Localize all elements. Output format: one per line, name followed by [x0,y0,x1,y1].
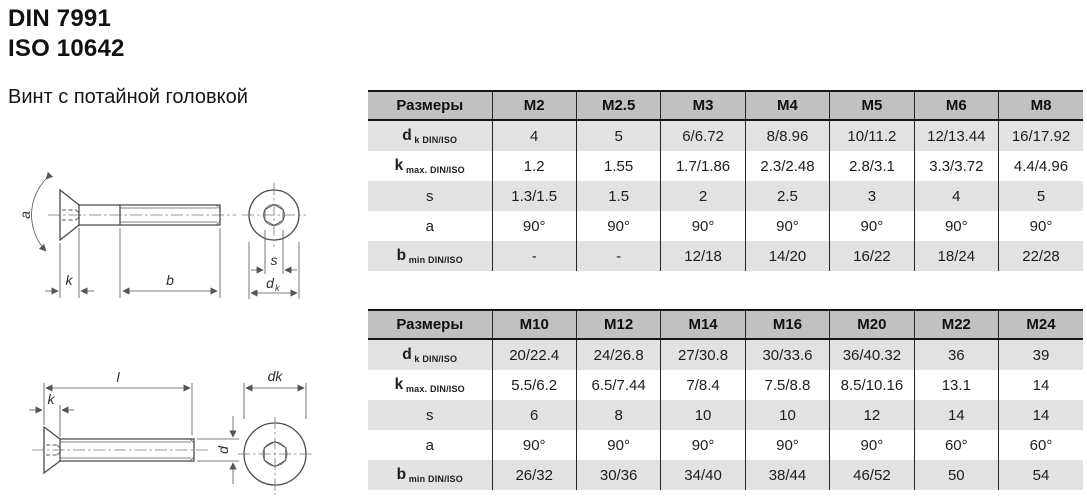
din-standard-title: DIN 7991 [8,5,111,32]
row-label: s [426,406,434,424]
column-header-size: M2.5 [576,91,660,120]
row-label: d $_{k DIN/ISO}$ [402,346,458,364]
head-diameter-dimension-sub: k [275,283,280,293]
head-angle-arc [32,179,46,251]
spec-value-cell: 1.3/1.5 [492,181,576,211]
length-dimension [44,383,192,435]
spec-value-cell: 2.5 [745,181,829,211]
spec-table-small-sizes [368,90,1083,271]
spec-value-cell: 30/36 [576,460,660,490]
row-label: d $_{k DIN/ISO}$ [402,127,458,145]
spec-table-large-sizes [368,309,1083,490]
column-header-size: M14 [661,310,745,339]
head-diameter-dimension-label: d [266,275,274,291]
spec-value-cell: 38/44 [745,460,829,490]
spec-row [368,181,1083,211]
spec-value-cell: 4.4/4.96 [999,151,1083,181]
spec-value-cell: 12 [830,400,914,430]
spec-value-cell: 1.7/1.86 [661,151,745,181]
row-label: a [425,436,434,454]
spec-value-cell: 90° [745,430,829,460]
spec-value-cell: 5.5/6.2 [492,370,576,400]
spec-value-cell: 24/26.8 [576,339,660,370]
spec-value-cell: 90° [492,430,576,460]
spec-value-cell: 36/40.32 [830,339,914,370]
spec-value-cell: 1.5 [576,181,660,211]
spec-row [368,241,1083,271]
spec-row [368,460,1083,490]
spec-value-cell: 4 [914,181,998,211]
column-header-size: M8 [999,91,1083,120]
spec-value-cell: 60° [914,430,998,460]
spec-value-cell: 90° [999,211,1083,241]
spec-value-cell: 26/32 [492,460,576,490]
spec-value-cell: 18/24 [914,241,998,271]
column-header-size: M20 [830,310,914,339]
screw-drawing-partial-thread [2,158,322,310]
spec-value-cell: 3 [830,181,914,211]
spec-value-cell: 3.3/3.72 [914,151,998,181]
row-label: s [426,187,434,205]
row-label: k $_{max. DIN/ISO}$ [394,376,465,394]
spec-value-cell: 5 [999,181,1083,211]
spec-value-cell: 8.5/10.16 [830,370,914,400]
spec-value-cell: 6 [492,400,576,430]
spec-row [368,211,1083,241]
spec-value-cell: 8/8.96 [745,120,829,151]
diameter-dimension-label: d [215,446,231,454]
spec-value-cell: 4 [492,120,576,151]
spec-value-cell: 22/28 [999,241,1083,271]
column-header-size: M16 [745,310,829,339]
spec-value-cell: 10 [661,400,745,430]
head-diameter-dimension-label: dk [267,368,283,384]
spec-value-cell: 36 [914,339,998,370]
column-header-size: M24 [999,310,1083,339]
column-header-dimensions: Размеры [368,91,492,120]
spec-value-cell: 90° [830,430,914,460]
spec-value-cell: 14 [999,400,1083,430]
spec-value-cell: 16/17.92 [999,120,1083,151]
screw-end-view [242,183,306,247]
column-header-size: M6 [914,91,998,120]
spec-row [368,400,1083,430]
spec-value-cell: 14 [999,370,1083,400]
product-name-russian: Винт с потайной головкой [8,86,248,108]
spec-value-cell: 20/22.4 [492,339,576,370]
spec-value-cell: 6.5/7.44 [576,370,660,400]
thread-length-dimension-label: b [166,272,174,288]
spec-value-cell: 7/8.4 [661,370,745,400]
socket-width-dimension-label: s [270,252,278,268]
spec-row [368,370,1083,400]
spec-value-cell: 8 [576,400,660,430]
spec-value-cell: 90° [914,211,998,241]
spec-value-cell: 2.8/3.1 [830,151,914,181]
spec-value-cell: 7.5/8.8 [745,370,829,400]
spec-value-cell: 90° [576,430,660,460]
spec-value-cell: 46/52 [830,460,914,490]
head-height-dimension-label: k [47,391,55,407]
spec-value-cell: 90° [745,211,829,241]
spec-value-cell: 10/11.2 [830,120,914,151]
spec-value-cell: 27/30.8 [661,339,745,370]
spec-value-cell: 10 [745,400,829,430]
spec-value-cell: - [576,241,660,271]
head-diameter-dimension [244,383,306,419]
spec-value-cell: 90° [661,211,745,241]
column-header-size: M10 [492,310,576,339]
spec-value-cell: 90° [576,211,660,241]
spec-value-cell: 1.55 [576,151,660,181]
spec-value-cell: 12/18 [661,241,745,271]
column-header-size: M4 [745,91,829,120]
spec-value-cell: 50 [914,460,998,490]
spec-value-cell: 90° [830,211,914,241]
screw-drawing-full-thread [2,355,332,500]
spec-value-cell: 16/22 [830,241,914,271]
row-label: b $_{min DIN/ISO}$ [396,466,463,484]
spec-row [368,339,1083,370]
spec-value-cell: 60° [999,430,1083,460]
spec-value-cell: 1.2 [492,151,576,181]
spec-value-cell: 30/33.6 [745,339,829,370]
iso-standard-title: ISO 10642 [8,35,125,62]
spec-row [368,120,1083,151]
spec-value-cell: 2 [661,181,745,211]
spec-value-cell: 39 [999,339,1083,370]
spec-value-cell: 13.1 [914,370,998,400]
column-header-size: M22 [914,310,998,339]
spec-value-cell: 54 [999,460,1083,490]
column-header-size: M5 [830,91,914,120]
length-dimension-label: l [116,369,120,385]
head-height-dimension-label: k [65,272,73,288]
row-label: k $_{max. DIN/ISO}$ [394,157,465,175]
column-header-size: M12 [576,310,660,339]
table-header-row [368,91,1083,120]
spec-value-cell: 12/13.44 [914,120,998,151]
column-header-size: M2 [492,91,576,120]
spec-value-cell: 14/20 [745,241,829,271]
spec-value-cell: 34/40 [661,460,745,490]
spec-value-cell: 14 [914,400,998,430]
row-label: b $_{min DIN/ISO}$ [396,247,463,265]
row-label: a [425,217,434,235]
screw-end-view [238,417,312,495]
spec-value-cell: 2.3/2.48 [745,151,829,181]
spec-value-cell: 6/6.72 [661,120,745,151]
spec-row [368,151,1083,181]
table-header-row [368,310,1083,339]
spec-value-cell: 90° [661,430,745,460]
standard-titles [8,4,125,64]
spec-value-cell: 90° [492,211,576,241]
column-header-size: M3 [661,91,745,120]
spec-row [368,430,1083,460]
spec-value-cell: - [492,241,576,271]
spec-value-cell: 5 [576,120,660,151]
angle-dimension-label: a [17,211,33,219]
column-header-dimensions: Размеры [368,310,492,339]
